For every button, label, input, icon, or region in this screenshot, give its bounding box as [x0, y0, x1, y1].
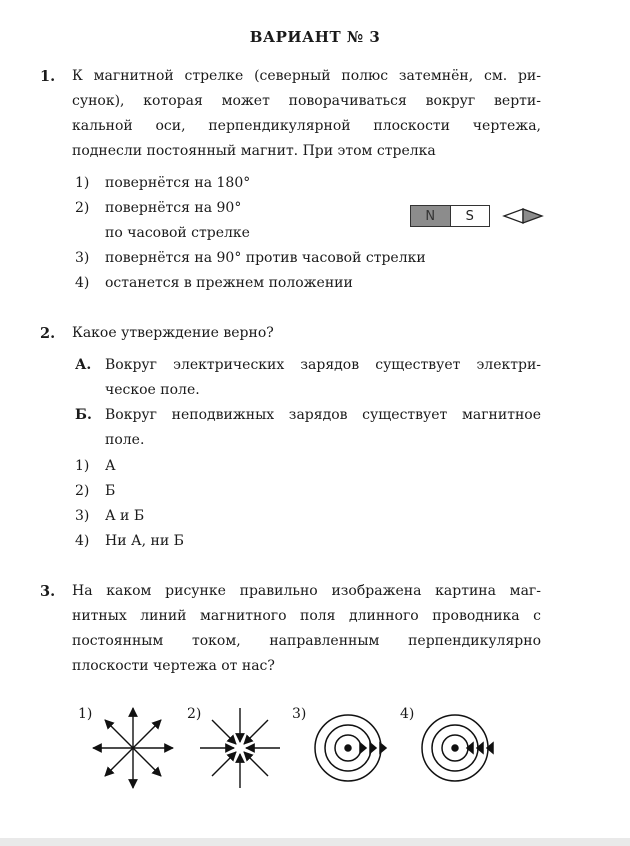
page-title: ВАРИАНТ № 3 [249, 28, 381, 46]
bottom-scrollbar-strip [0, 838, 630, 846]
q1-option-4-text: останется в прежнем положении [105, 275, 353, 291]
q1-option-2-text-cont: по часовой стрелке [105, 225, 250, 241]
q2-option-1-text: А [105, 458, 116, 474]
figure-3-label: 3) [292, 706, 307, 722]
magnet-north-pole: N [411, 206, 451, 226]
q2-option-4-text: Ни А, ни Б [105, 533, 184, 549]
question-3-line-4: плоскости чертежа от нас? [72, 658, 275, 674]
figure-4-concentric-circles-diagram [422, 715, 493, 781]
figure-4-label: 4) [400, 706, 415, 722]
statement-a-label: А. [75, 357, 92, 373]
question-3-line-1: На каком рисунке правильно изображена картина маг- [72, 583, 541, 599]
question-2-text: Какое утверждение верно? [72, 325, 274, 341]
question-1-line-4: поднесли постоянный магнит. При этом стрелка [72, 143, 436, 159]
q2-option-1-number: 1) [75, 458, 90, 474]
q1-option-3-number: 3) [75, 250, 90, 266]
statement-a-line-2: ческое поле. [105, 382, 200, 398]
q1-option-1-text: повернётся на 180° [105, 175, 251, 191]
figure-2-radial-inward-diagram [200, 708, 280, 788]
figure-1-radial-outward-diagram [93, 708, 173, 788]
q2-option-2-text: Б [105, 483, 116, 499]
q2-option-3-number: 3) [75, 508, 90, 524]
question-2-number: 2. [40, 325, 56, 342]
question-1-line-3: кальной оси, перпендикулярной плоскости чертежа, [72, 118, 541, 134]
statement-b-line-1: Вокруг неподвижных зарядов существует магнитное [105, 407, 541, 423]
q1-option-1-number: 1) [75, 175, 90, 191]
q1-option-4-number: 4) [75, 275, 90, 291]
q1-option-3-text: повернётся на 90° против часовой стрелки [105, 250, 426, 266]
question-3-number: 3. [40, 583, 56, 600]
statement-b-label: Б. [75, 407, 92, 423]
question-3-line-3: постоянным током, направленным перпендикулярно [72, 633, 541, 649]
q2-option-2-number: 2) [75, 483, 90, 499]
figure-2-label: 2) [187, 706, 202, 722]
figure-1-label: 1) [78, 706, 93, 722]
q2-option-4-number: 4) [75, 533, 90, 549]
question-1-line-1: К магнитной стрелке (северный полюс затемнён, см. ри- [72, 68, 541, 84]
q2-option-3-text: А и Б [105, 508, 145, 524]
statement-b-line-2: поле. [105, 432, 145, 448]
question-1-line-2: сунок), которая может поворачиваться вокруг верти- [72, 93, 541, 109]
q1-option-2-text: повернётся на 90° [105, 200, 242, 216]
q1-option-2-number: 2) [75, 200, 90, 216]
statement-a-line-1: Вокруг электрических зарядов существует электри- [105, 357, 541, 373]
figure-3-concentric-circles-diagram [315, 715, 386, 781]
question-3-line-2: нитных линий магнитного поля длинного проводника с [72, 608, 541, 624]
magnet-south-pole: S [451, 206, 490, 226]
question-1-number: 1. [40, 68, 56, 85]
